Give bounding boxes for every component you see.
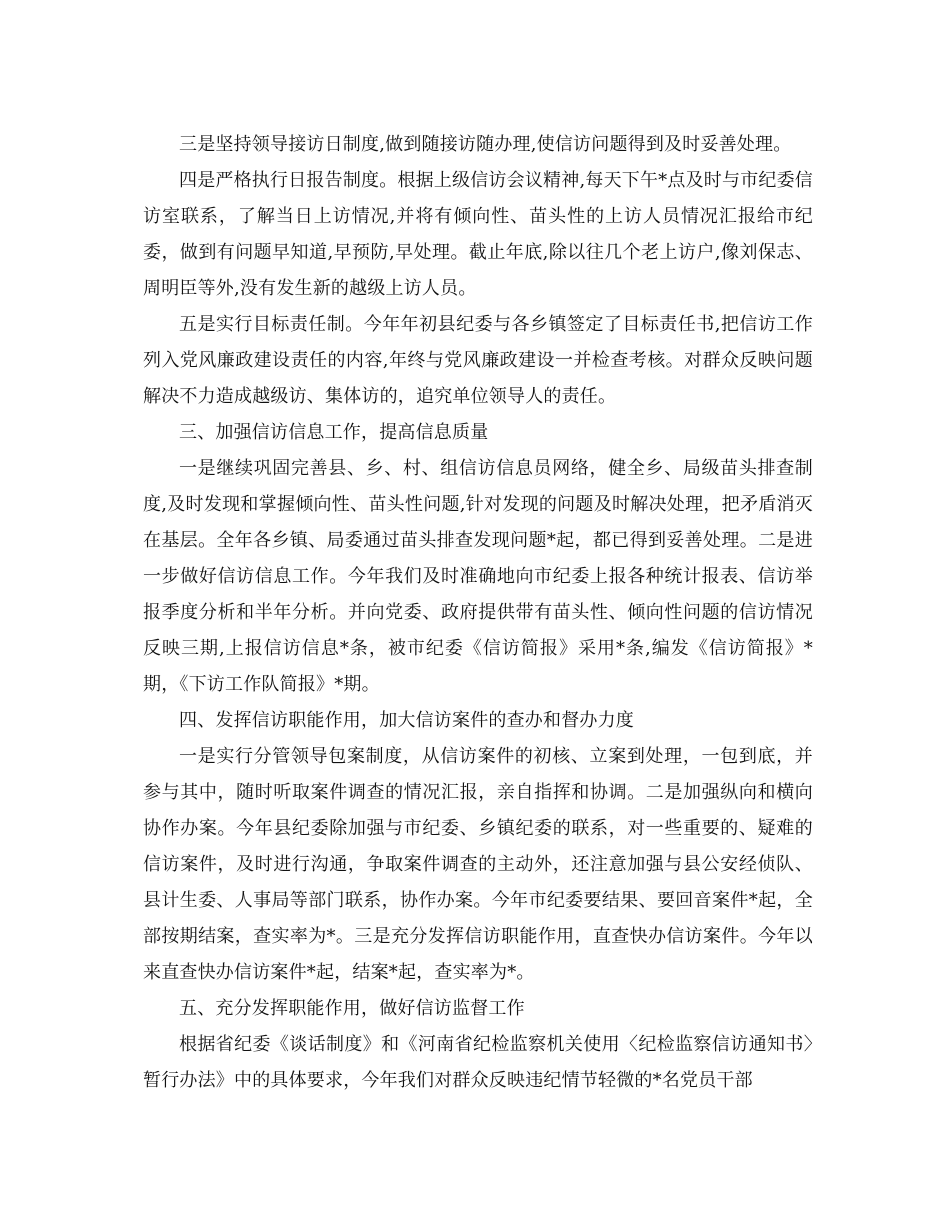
paragraph-leader-reception: 三是坚持领导接访日制度,做到随接访随办理,使信访问题得到及时妥善处理。 (179, 134, 792, 155)
paragraph-target-responsibility: 五是实行目标责任制。今年年初县纪委与各乡镇签定了目标责任书,把信访工作列入党风廉政建设责任的内容,年终与党风廉政建设一并检查考核。对群众反映问题解决不力造成越级访、集体访的，追究单位领导人的责任。 (143, 314, 813, 407)
section-heading-4: 四、发挥信访职能作用，加大信访案件的查办和督办力度 (179, 710, 634, 731)
section-heading-3: 三、加强信访信息工作，提高信息质量 (179, 422, 489, 443)
document-body (143, 127, 813, 1099)
section-heading-5: 五、充分发挥职能作用，做好信访监督工作 (179, 998, 525, 1019)
paragraph-daily-report: 四是严格执行日报告制度。根据上级信访会议精神,每天下午*点及时与市纪委信访室联系，了解当日上访情况,并将有倾向性、苗头性的上访人员情况汇报给市纪委，做到有问题早知道,早预防,早处理。截止年底,除以往几个老上访户,像刘保志、周明臣等外,没有发生新的越级上访人员。 (143, 170, 813, 299)
paragraph-info-network: 一是继续巩固完善县、乡、村、组信访信息员网络，健全乡、局级苗头排查制度,及时发现和掌握倾向性、苗头性问题,针对发现的问题及时解决处理，把矛盾消灭在基层。全年各乡镇、局委通过苗头排查发现问题*起，都已得到妥善处理。二是进一步做好信访信息工作。今年我们及时准确地向市纪委上报各种统计报表、信访举报季度分析和半年分析。并向党委、政府提供带有苗头性、倾向性问题的信访情况反映三期,上报信访信息*条，被市纪委《信访简报》采用*条,编发《信访简报》*期，《下访工作队简报》*期。 (143, 458, 813, 695)
paragraph-case-handling: 一是实行分管领导包案制度，从信访案件的初核、立案到处理，一包到底，并参与其中，随时听取案件调查的情况汇报，亲自指挥和协调。二是加强纵向和横向协作办案。今年县纪委除加强与市纪委、乡镇纪委的联系，对一些重要的、疑难的信访案件，及时进行沟通，争取案件调查的主动外，还注意加强与县公安经侦队、县计生委、人事局等部门联系，协作办案。今年市纪委要结果、要回音案件*起，全部按期结案，查实率为*。三是充分发挥信访职能作用，直查快办信访案件。今年以来直查快办信访案件*起，结案*起，查实率为*。 (143, 746, 813, 983)
paragraph-supervision: 根据省纪委《谈话制度》和《河南省纪检监察机关使用〈纪检监察信访通知书〉暂行办法》中的具体要求，今年我们对群众反映违纪情节轻微的*名党员干部 (143, 1034, 813, 1091)
